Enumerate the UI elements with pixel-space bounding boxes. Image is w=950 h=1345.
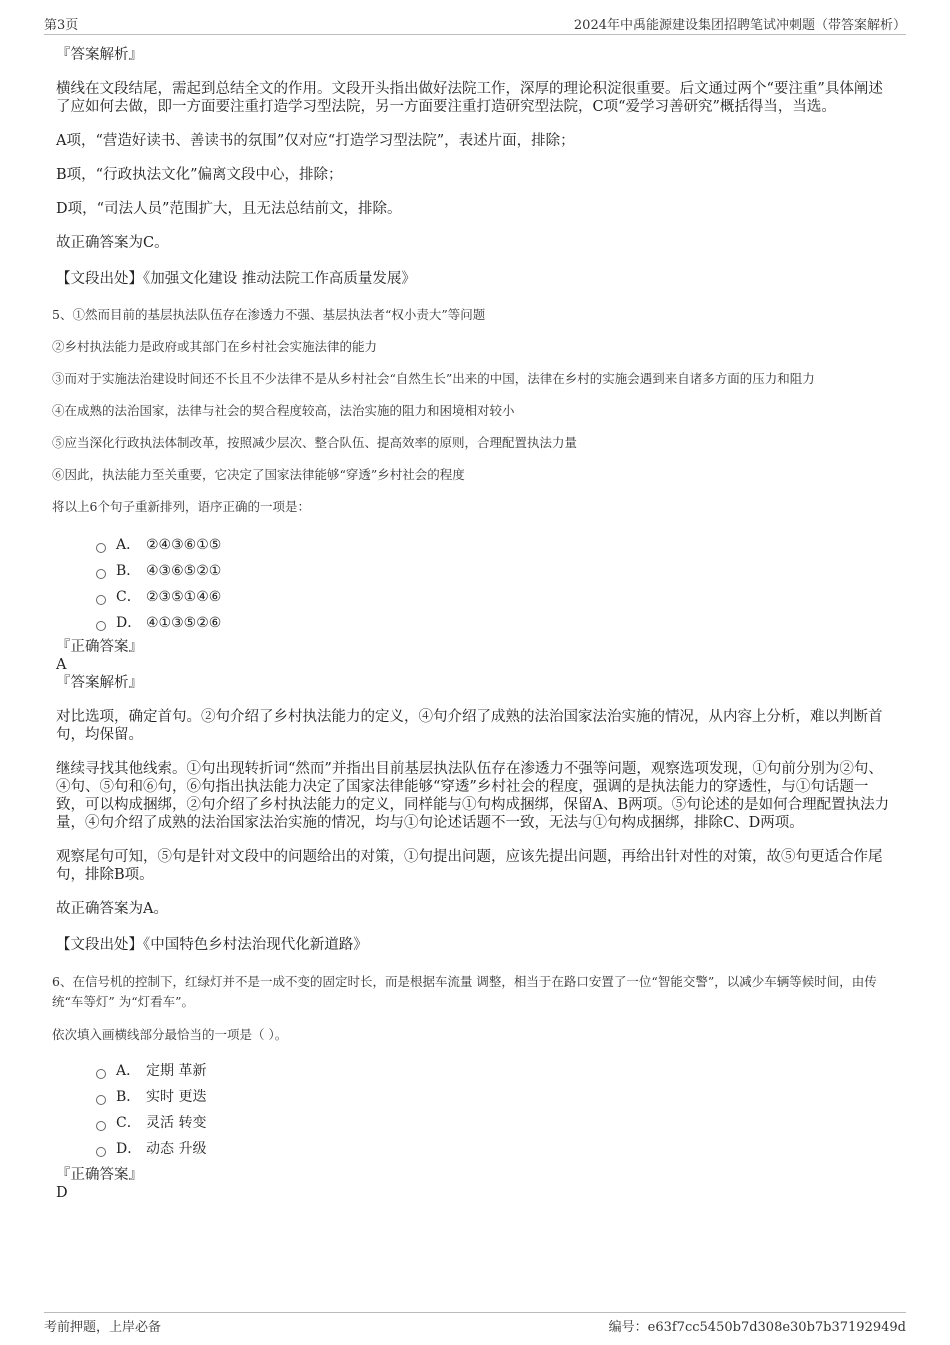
passage-source: 【文段出处】《中国特色乡村法治现代化新道路》 — [56, 937, 368, 953]
page-header — [44, 12, 906, 35]
document-title: 2024年中禹能源建设集团招聘笔试冲刺题（带答案解析） — [573, 18, 906, 33]
q5-option-c[interactable] — [96, 584, 896, 610]
option-letter: B． — [116, 1089, 141, 1105]
radio-icon[interactable] — [96, 1147, 106, 1157]
option-letter: C． — [116, 1115, 141, 1131]
q5-option-a[interactable] — [96, 532, 896, 558]
analysis-paragraph-3: 观察尾句可知，⑤句是针对文段中的问题给出的对策，①句提出问题，应该先提出问题，再给出针对性的对策，故⑤句更适合作尾句，排除B项。 — [56, 849, 883, 883]
document-id: 编号：e63f7cc5450b7d308e30b7b37192949d — [608, 1320, 906, 1335]
q5-option-d[interactable] — [96, 610, 896, 636]
radio-icon[interactable] — [96, 543, 106, 553]
option-text: ②③⑤①④⑥ — [146, 589, 222, 605]
radio-icon[interactable] — [96, 621, 106, 631]
option-text: 动态 升级 — [146, 1141, 207, 1157]
radio-icon[interactable] — [96, 1121, 106, 1131]
correct-answer-heading: 『正确答案』 — [56, 1167, 143, 1183]
q6-option-d[interactable] — [96, 1136, 896, 1162]
q6-options — [96, 1058, 896, 1162]
option-letter: B． — [116, 563, 141, 579]
option-letter: A． — [116, 1063, 141, 1079]
analysis-paragraph-1: 对比选项，确定首句。②句介绍了乡村执法能力的定义，④句介绍了成熟的法治国家法治实施的情况，从内容上分析，难以判断首句，均保留。 — [56, 709, 883, 743]
answer-conclusion: 故正确答案为C。 — [56, 235, 169, 251]
option-letter: D． — [116, 1141, 142, 1157]
document-body — [52, 46, 896, 1202]
analysis-option-d: D项，“司法人员”范围扩大，且无法总结前文，排除。 — [56, 201, 402, 217]
q5-prompt: 将以上6个句子重新排列，语序正确的一项是： — [52, 499, 310, 514]
q5-sentence-1: 5、①然而目前的基层执法队伍存在渗透力不强、基层执法者“权小责大”等问题 — [52, 307, 486, 322]
option-letter: C． — [116, 589, 141, 605]
answer-conclusion: 故正确答案为A。 — [56, 901, 168, 917]
radio-icon[interactable] — [96, 1095, 106, 1105]
q5-option-b[interactable] — [96, 558, 896, 584]
analysis-paragraph: 横线在文段结尾，需起到总结全文的作用。文段开头指出做好法院工作，深厚的理论积淀很重要。后文通过两个“要注重”具体阐述了应如何去做，即一方面要注重打造学习型法院，另一方面要注重打造研究型法院，C项“爱学习善研究”概括得当，当选。 — [56, 81, 883, 115]
q5-sentence-2: ②乡村执法能力是政府或其部门在乡村社会实施法律的能力 — [52, 339, 378, 354]
page-number: 第3页 — [44, 18, 79, 33]
q5-sentence-4: ④在成熟的法治国家，法律与社会的契合程度较高，法治实施的阻力和困境相对较小 — [52, 403, 515, 418]
correct-answer-heading: 『正确答案』 — [56, 639, 143, 655]
option-text: ②④③⑥①⑤ — [146, 537, 222, 553]
option-text: 实时 更迭 — [146, 1089, 207, 1105]
analysis-option-b: B项，“行政执法文化”偏离文段中心，排除； — [56, 167, 343, 183]
q6-option-c[interactable] — [96, 1110, 896, 1136]
option-letter: D． — [116, 615, 142, 631]
page-footer — [44, 1312, 906, 1335]
passage-source: 【文段出处】《加强文化建设 推动法院工作高质量发展》 — [56, 271, 416, 287]
q5-sentence-3: ③而对于实施法治建设时间还不长且不少法律不是从乡村社会“自然生长”出来的中国，法律在乡村的实施会遇到来自诸多方面的压力和阻力 — [52, 371, 815, 386]
q5-sentence-6: ⑥因此，执法能力至关重要，它决定了国家法律能够“穿透”乡村社会的程度 — [52, 467, 465, 482]
analysis-heading: 『答案解析』 — [56, 47, 143, 63]
option-text: 定期 革新 — [146, 1063, 207, 1079]
q6-stem: 6、在信号机的控制下，红绿灯并不是一成不变的固定时长，而是根据车流量 调整，相当于在路口安置了一位“智能交警”，以减少车辆等候时间，由传统“车等灯” 为“灯看车”。 — [52, 974, 877, 1009]
analysis-paragraph-2: 继续寻找其他线索。①句出现转折词“然而”并指出目前基层执法队伍存在渗透力不强等问题，观察选项发现，①句前分别为②句、④句、⑤句和⑥句，⑥句指出执法能力决定了国家法律能够“穿透”乡村社会的程度，强调的是执法能力的穿透性，与①句话题一致，可以构成捆绑，②句介绍了乡村执法能力的定义，同样能与①句构成捆绑，保留A、B两项。⑤句论述的是如何合理配置执法力量，④句介绍了成熟的法治国家法治实施的情况，均与①句论述话题不一致，无法与①句构成捆绑，排除C、D两项。 — [56, 761, 890, 831]
q6-prompt: 依次填入画横线部分最恰当的一项是（ ）。 — [52, 1027, 288, 1042]
option-text: ④③⑥⑤②① — [146, 563, 222, 579]
q6-option-b[interactable] — [96, 1084, 896, 1110]
radio-icon[interactable] — [96, 1069, 106, 1079]
radio-icon[interactable] — [96, 595, 106, 605]
option-text: ④①③⑤②⑥ — [146, 615, 222, 631]
option-text: 灵活 转变 — [146, 1115, 207, 1131]
option-letter: A． — [116, 537, 141, 553]
correct-answer: D — [56, 1185, 68, 1201]
radio-icon[interactable] — [96, 569, 106, 579]
q6-option-a[interactable] — [96, 1058, 896, 1084]
footer-slogan: 考前押题，上岸必备 — [44, 1320, 162, 1335]
analysis-heading: 『答案解析』 — [56, 675, 143, 691]
q5-sentence-5: ⑤应当深化行政执法体制改革，按照减少层次、整合队伍、提高效率的原则，合理配置执法力量 — [52, 435, 578, 450]
q5-options — [96, 532, 896, 636]
correct-answer: A — [56, 657, 67, 673]
analysis-option-a: A项，“营造好读书、善读书的氛围”仅对应“打造学习型法院”，表述片面，排除； — [56, 133, 575, 149]
